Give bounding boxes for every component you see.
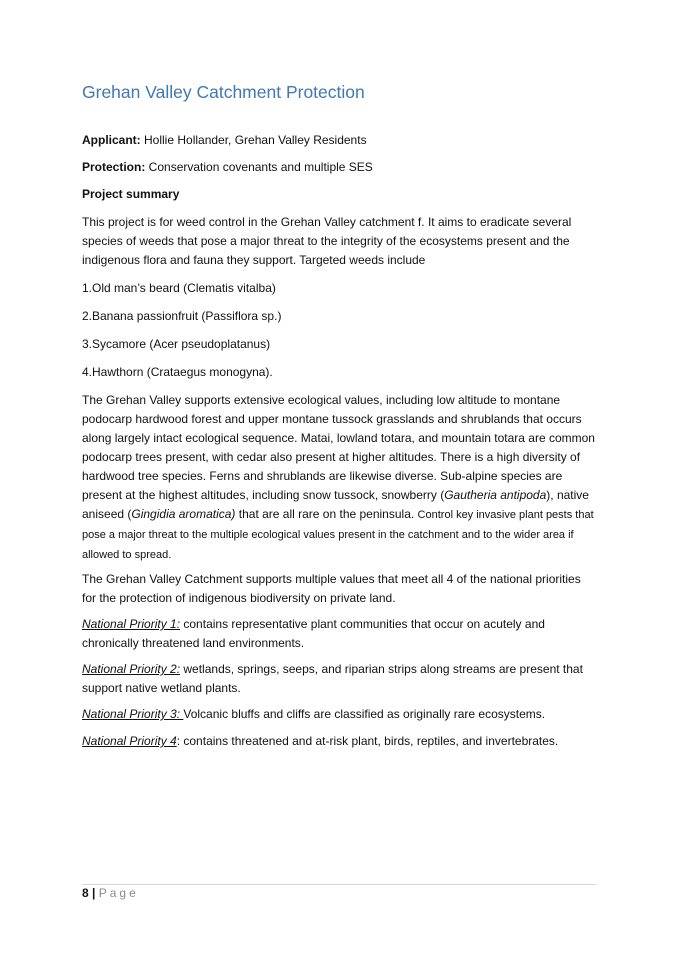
priorities-intro-paragraph: The Grehan Valley Catchment supports multiple values that meet all 4 of the national priorities for the protection of indigenous biodiversity on private land. <box>82 572 581 605</box>
priority-text: wetlands, springs, seeps, and riparian strips along streams are present that support native wetland plants. <box>82 662 583 695</box>
applicant-label: Applicant: <box>82 133 141 147</box>
priority-text: Volcanic bluffs and cliffs are classified as originally rare ecosystems. <box>183 707 546 721</box>
footer-divider <box>82 884 596 885</box>
summary-paragraph: This project is for weed control in the Grehan Valley catchment f. It aims to eradicate several species of weeds that pose a major threat to the integrity of the ecosystems present and the indigenous flora and fauna they support. Targeted weeds include <box>82 215 572 267</box>
protection-label: Protection: <box>82 160 146 174</box>
species-name-gingidia: Gingidia aromatica) <box>131 507 236 521</box>
national-priority-1 <box>82 615 597 653</box>
page-number: 8 <box>82 886 89 900</box>
list-item: 1.Old man’s beard (Clematis vitalba) <box>82 281 276 295</box>
project-summary-heading: Project summary <box>82 187 180 201</box>
applicant-value: Hollie Hollander, Grehan Valley Residents <box>140 133 367 147</box>
page-separator: | <box>88 886 99 900</box>
species-name-gaultheria: Gautheria antipoda <box>444 488 547 502</box>
national-priority-3 <box>82 705 597 724</box>
values-text-1: The Grehan Valley supports extensive ecological values, including low altitude to montane podocarp hardwood forest and upper montane tussock grasslands and shrublands that occurs along largely intact ecological sequence. Matai, lowland totara, and mountain totara are common podocarp trees present, with cedar also present at higher altitudes. There is a high diversity of hardwood tree species. Ferns and shrublands are likewise diverse. Sub-alpine species are present at the highest altitudes, including snow tussock, snowberry ( <box>82 393 595 502</box>
national-priority-4 <box>82 732 597 751</box>
applicant-line <box>82 131 367 150</box>
values-text-2: ), native aniseed ( <box>82 488 589 521</box>
values-text-3: that are all rare on the peninsula. <box>235 507 418 521</box>
protection-line <box>82 158 373 177</box>
list-item: 3.Sycamore (Acer pseudoplatanus) <box>82 337 271 351</box>
priority-label: National Priority 4 <box>82 734 177 748</box>
list-item: 2.Banana passionfruit (Passiflora sp.) <box>82 309 282 323</box>
ecological-values-paragraph <box>82 391 597 565</box>
document-title: Grehan Valley Catchment Protection <box>82 82 365 102</box>
national-priority-2 <box>82 660 597 698</box>
protection-value: Conservation covenants and multiple SES <box>145 160 373 174</box>
values-text-small: Control key invasive plant pests that pose a major threat to the multiple ecological values present in the catchment and to the wider area if allowed to spread. <box>82 509 594 561</box>
page-footer <box>82 886 139 900</box>
list-item: 4.Hawthorn (Crataegus monogyna). <box>82 365 273 379</box>
priority-text: : contains threatened and at-risk plant, birds, reptiles, and invertebrates. <box>176 734 559 748</box>
priority-text: contains representative plant communities that occur on acutely and chronically threatened land environments. <box>82 617 545 650</box>
priority-label: National Priority 2: <box>82 662 181 676</box>
priority-label: National Priority 3: <box>82 707 184 721</box>
priority-label: National Priority 1: <box>82 617 181 631</box>
page-word: Page <box>98 886 139 900</box>
